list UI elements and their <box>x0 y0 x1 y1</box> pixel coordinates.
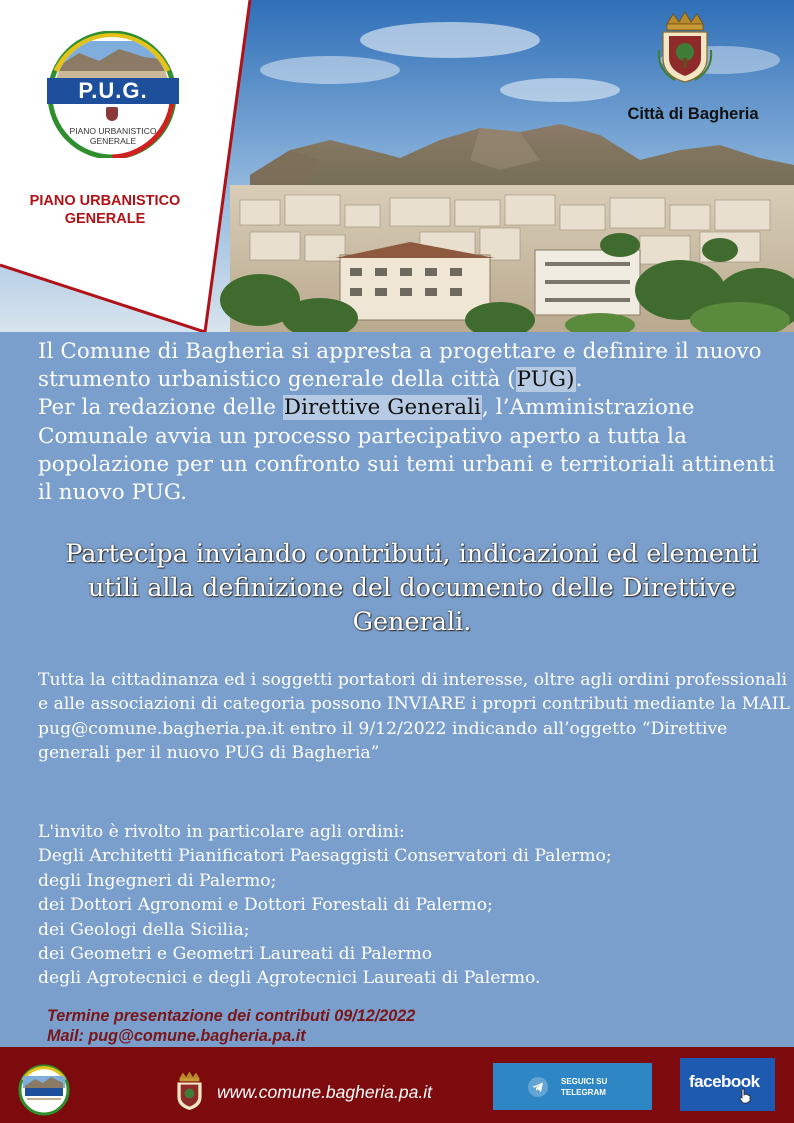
logo-subtitle-line2: GENERALE <box>89 136 137 146</box>
invite-line: degli Ingegneri di Palermo; <box>38 870 277 891</box>
plan-title <box>0 192 210 228</box>
intro-part4: , l’Amministrazione Comunale avvia un processo partecipativo aperto a tutta la popolazione per un confronto sui temi urbani e territoriali attinenti il nuovo PUG. <box>38 395 775 506</box>
invite-line: degli Agrotecnici e degli Agrotecnici Laureati di Palermo. <box>38 968 541 989</box>
intro-direttive-highlight: Direttive Generali <box>283 395 481 421</box>
logo-crest-icon <box>106 107 118 121</box>
footer-crest-icon <box>173 1069 206 1113</box>
intro-part1: Il Comune di Bagheria si appresta a progettare e definire il nuovo strumento urbanistico generale della città ( <box>38 339 762 393</box>
call-to-action: Partecipa inviando contributi, indicazioni ed elementi utili alla definizione del documento delle Direttive Generali. <box>65 539 759 637</box>
invite-line: dei Dottori Agronomi e Dottori Forestali di Palermo; <box>38 895 493 916</box>
city-crest-icon <box>655 10 715 85</box>
body-paragraph: Tutta la cittadinanza ed i soggetti portatori di interesse, oltre agli ordini professionali e alle associazioni di categoria possono INVIARE i propri contributi mediante la MAIL pug@comune.bagheria.pa.it entro il 9/12/2022 indicando all’oggetto “Direttive generali per il nuovo PUG di Bagheria” <box>38 670 790 764</box>
telegram-icon <box>527 1076 549 1098</box>
intro-pug-highlight: PUG) <box>516 367 575 393</box>
pug-logo-badge: P.U.G. <box>47 78 179 104</box>
website-link[interactable]: www.comune.bagheria.pa.it <box>217 1082 432 1102</box>
deadline-mail[interactable]: Mail: pug@comune.bagheria.pa.it <box>47 1027 306 1045</box>
telegram-label-line1: SEGUICI SU <box>561 1077 608 1086</box>
plan-title-line2: GENERALE <box>64 211 146 227</box>
facebook-label: facebook <box>689 1072 760 1091</box>
deadline-note <box>47 1006 415 1046</box>
logo-subtitle-line1: PIANO URBANISTICO <box>69 126 157 136</box>
invite-line: L'invito è rivolto in particolare agli ordini: <box>38 822 405 842</box>
telegram-label-line2: TELEGRAM <box>561 1088 606 1097</box>
intro-part2: . <box>575 367 583 393</box>
footer-pug-logo-icon <box>17 1064 72 1116</box>
telegram-button[interactable] <box>493 1063 652 1110</box>
invite-line: dei Geometri e Geometri Laureati di Palermo <box>38 944 433 965</box>
footer-bar <box>0 1047 794 1123</box>
facebook-button[interactable] <box>680 1058 775 1111</box>
invite-list <box>38 820 790 991</box>
logo-subtitle <box>58 126 168 146</box>
city-name: Città di Bagheria <box>627 105 759 123</box>
plan-title-line1: PIANO URBANISTICO <box>29 193 181 209</box>
telegram-label <box>561 1076 641 1098</box>
intro-paragraph <box>38 338 778 507</box>
invite-line: dei Geologi della Sicilia; <box>38 919 250 940</box>
invite-line: Degli Architetti Pianificatori Paesaggisti Conservatori di Palermo; <box>38 846 612 867</box>
intro-part3: Per la redazione delle <box>38 395 283 421</box>
deadline-date: Termine presentazione dei contributi 09/12/2022 <box>47 1007 416 1025</box>
cursor-hand-icon <box>738 1088 752 1104</box>
